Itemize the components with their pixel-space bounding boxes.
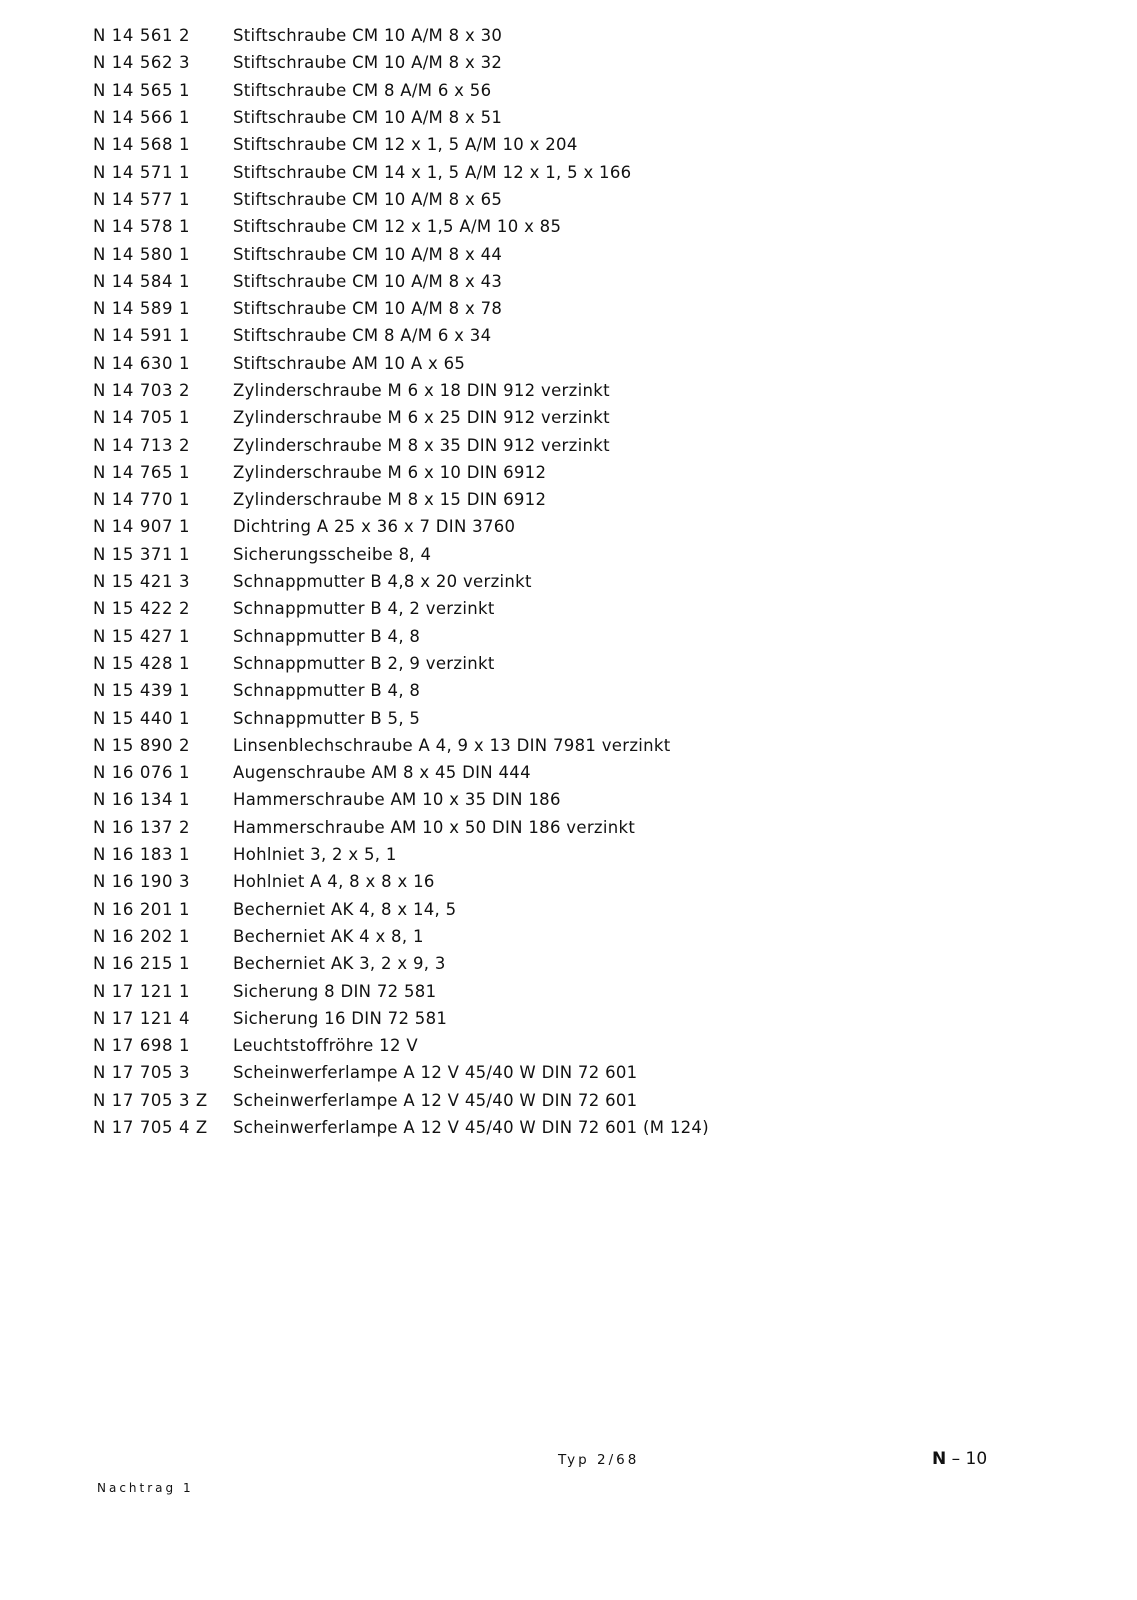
part-number: N 16 190 3 xyxy=(93,872,191,892)
part-description: Stiftschraube CM 10 A/M 8 x 65 xyxy=(233,189,503,209)
type-label: Typ 2/68 xyxy=(558,1452,640,1468)
parts-row xyxy=(93,295,993,322)
parts-row xyxy=(93,404,993,431)
part-number: N 14 571 1 xyxy=(93,162,191,182)
supplement-label: Nachtrag 1 xyxy=(97,1481,194,1495)
part-description: Augenschraube AM 8 x 45 DIN 444 xyxy=(233,763,531,783)
parts-row xyxy=(93,322,993,349)
parts-row xyxy=(93,841,993,868)
parts-row xyxy=(93,868,993,895)
part-description: Zylinderschraube M 8 x 35 DIN 912 verzinkt xyxy=(233,435,610,455)
part-description: Schnappmutter B 4, 8 xyxy=(233,681,421,701)
part-description: Stiftschraube AM 10 A x 65 xyxy=(233,353,466,373)
parts-row xyxy=(93,486,993,513)
parts-row xyxy=(93,350,993,377)
part-number: N 16 183 1 xyxy=(93,845,191,865)
part-description: Schnappmutter B 5, 5 xyxy=(233,708,421,728)
parts-row xyxy=(93,977,993,1004)
part-number: N 14 589 1 xyxy=(93,299,191,319)
parts-row xyxy=(93,22,993,49)
part-description: Stiftschraube CM 10 A/M 8 x 44 xyxy=(233,244,503,264)
part-number: N 15 890 2 xyxy=(93,735,191,755)
part-number: N 16 215 1 xyxy=(93,954,191,974)
part-number: N 14 578 1 xyxy=(93,217,191,237)
parts-row xyxy=(93,677,993,704)
part-number: N 14 703 2 xyxy=(93,381,191,400)
parts-row xyxy=(93,541,993,568)
parts-row xyxy=(93,623,993,650)
parts-row xyxy=(93,759,993,786)
parts-row xyxy=(93,1087,993,1114)
part-number: N 14 713 2 xyxy=(93,435,191,455)
part-number: N 14 705 1 xyxy=(93,408,191,428)
part-description: Scheinwerferlampe A 12 V 45/40 W DIN 72 601 xyxy=(233,1063,638,1083)
parts-row xyxy=(93,268,993,295)
part-description: Becherniet AK 4 x 8, 1 xyxy=(233,926,424,946)
part-number: N 16 201 1 xyxy=(93,899,191,919)
parts-row xyxy=(93,513,993,540)
part-number: N 14 770 1 xyxy=(93,490,191,510)
parts-row xyxy=(93,595,993,622)
part-description: Stiftschraube CM 10 A/M 8 x 32 xyxy=(233,53,503,73)
parts-row xyxy=(93,1005,993,1032)
part-number: N 15 371 1 xyxy=(93,544,191,564)
parts-list xyxy=(93,22,993,1141)
parts-row xyxy=(93,186,993,213)
part-number: N 17 705 4 Z xyxy=(93,1118,208,1138)
part-number: N 14 580 1 xyxy=(93,244,191,264)
part-description: Scheinwerferlampe A 12 V 45/40 W DIN 72 601 xyxy=(233,1090,638,1110)
part-description: Stiftschraube CM 10 A/M 8 x 78 xyxy=(233,299,503,319)
part-number: N 16 134 1 xyxy=(93,790,191,810)
part-description: Stiftschraube CM 8 A/M 6 x 56 xyxy=(233,80,492,100)
part-number: N 17 698 1 xyxy=(93,1036,191,1056)
part-number: N 17 121 1 xyxy=(93,981,191,1001)
part-description: Becherniet AK 4, 8 x 14, 5 xyxy=(233,899,457,919)
part-description: Schnappmutter B 2, 9 verzinkt xyxy=(233,653,495,673)
part-description: Schnappmutter B 4, 2 verzinkt xyxy=(233,599,495,619)
parts-row xyxy=(93,1059,993,1086)
part-description: Zylinderschraube M 6 x 18 DIN 912 verzinkt xyxy=(233,381,610,400)
part-number: N 16 137 2 xyxy=(93,817,191,837)
parts-row xyxy=(93,786,993,813)
part-description: Linsenblechschraube A 4, 9 x 13 DIN 7981 verzinkt xyxy=(233,735,671,755)
part-description: Zylinderschraube M 8 x 15 DIN 6912 xyxy=(233,490,547,510)
parts-row xyxy=(93,104,993,131)
part-number: N 15 428 1 xyxy=(93,653,191,673)
part-description: Stiftschraube CM 12 x 1,5 A/M 10 x 85 xyxy=(233,217,562,237)
part-number: N 14 591 1 xyxy=(93,326,191,346)
part-description: Sicherung 8 DIN 72 581 xyxy=(233,981,437,1001)
part-number: N 17 121 4 xyxy=(93,1008,191,1028)
parts-row xyxy=(93,377,993,404)
parts-row xyxy=(93,732,993,759)
part-description: Stiftschraube CM 14 x 1, 5 A/M 12 x 1, 5 x 166 xyxy=(233,162,632,182)
parts-row xyxy=(93,213,993,240)
part-number: N 15 440 1 xyxy=(93,708,191,728)
part-number: N 15 427 1 xyxy=(93,626,191,646)
part-description: Stiftschraube CM 10 A/M 8 x 51 xyxy=(233,108,503,128)
part-number: N 14 577 1 xyxy=(93,189,191,209)
part-number: N 14 907 1 xyxy=(93,517,191,537)
part-description: Dichtring A 25 x 36 x 7 DIN 3760 xyxy=(233,517,516,537)
parts-row xyxy=(93,240,993,267)
part-description: Hammerschraube AM 10 x 35 DIN 186 xyxy=(233,790,561,810)
parts-row xyxy=(93,459,993,486)
part-description: Leuchtstoffröhre 12 V xyxy=(233,1036,418,1056)
part-description: Hammerschraube AM 10 x 50 DIN 186 verzinkt xyxy=(233,817,636,837)
parts-row xyxy=(93,568,993,595)
part-number: N 14 630 1 xyxy=(93,353,191,373)
part-number: N 17 705 3 Z xyxy=(93,1090,208,1110)
part-description: Stiftschraube CM 8 A/M 6 x 34 xyxy=(233,326,492,346)
part-number: N 14 765 1 xyxy=(93,462,191,482)
part-number: N 16 076 1 xyxy=(93,763,191,783)
parts-row xyxy=(93,1032,993,1059)
part-description: Schnappmutter B 4,8 x 20 verzinkt xyxy=(233,572,532,592)
part-description: Schnappmutter B 4, 8 xyxy=(233,626,421,646)
part-description: Hohlniet 3, 2 x 5, 1 xyxy=(233,845,397,865)
part-description: Stiftschraube CM 10 A/M 8 x 43 xyxy=(233,271,503,291)
part-description: Zylinderschraube M 6 x 25 DIN 912 verzinkt xyxy=(233,408,610,428)
page-letter: N xyxy=(932,1449,947,1469)
parts-row xyxy=(93,650,993,677)
part-description: Scheinwerferlampe A 12 V 45/40 W DIN 72 601 (M 124) xyxy=(233,1118,709,1138)
parts-row xyxy=(93,158,993,185)
part-number: N 16 202 1 xyxy=(93,926,191,946)
part-description: Becherniet AK 3, 2 x 9, 3 xyxy=(233,954,446,974)
part-number: N 14 562 3 xyxy=(93,53,191,73)
part-number: N 15 421 3 xyxy=(93,572,191,592)
part-number: N 15 439 1 xyxy=(93,681,191,701)
part-description: Zylinderschraube M 6 x 10 DIN 6912 xyxy=(233,462,547,482)
parts-row xyxy=(93,704,993,731)
part-number: N 14 584 1 xyxy=(93,271,191,291)
parts-row xyxy=(93,814,993,841)
part-description: Stiftschraube CM 10 A/M 8 x 30 xyxy=(233,26,503,46)
parts-row xyxy=(93,923,993,950)
parts-row xyxy=(93,1114,993,1141)
part-description: Hohlniet A 4, 8 x 8 x 16 xyxy=(233,872,435,892)
parts-row xyxy=(93,431,993,458)
parts-row xyxy=(93,131,993,158)
part-number: N 14 566 1 xyxy=(93,108,191,128)
part-description: Sicherung 16 DIN 72 581 xyxy=(233,1008,448,1028)
part-number: N 14 561 2 xyxy=(93,26,191,46)
page-number xyxy=(932,1449,987,1469)
part-description: Stiftschraube CM 12 x 1, 5 A/M 10 x 204 xyxy=(233,135,578,155)
part-number: N 17 705 3 xyxy=(93,1063,191,1083)
page-number-value: – 10 xyxy=(946,1449,988,1469)
parts-row xyxy=(93,950,993,977)
part-number: N 14 565 1 xyxy=(93,80,191,100)
parts-row xyxy=(93,49,993,76)
parts-row xyxy=(93,896,993,923)
parts-row xyxy=(93,77,993,104)
part-number: N 14 568 1 xyxy=(93,135,191,155)
part-description: Sicherungsscheibe 8, 4 xyxy=(233,544,432,564)
part-number: N 15 422 2 xyxy=(93,599,191,619)
